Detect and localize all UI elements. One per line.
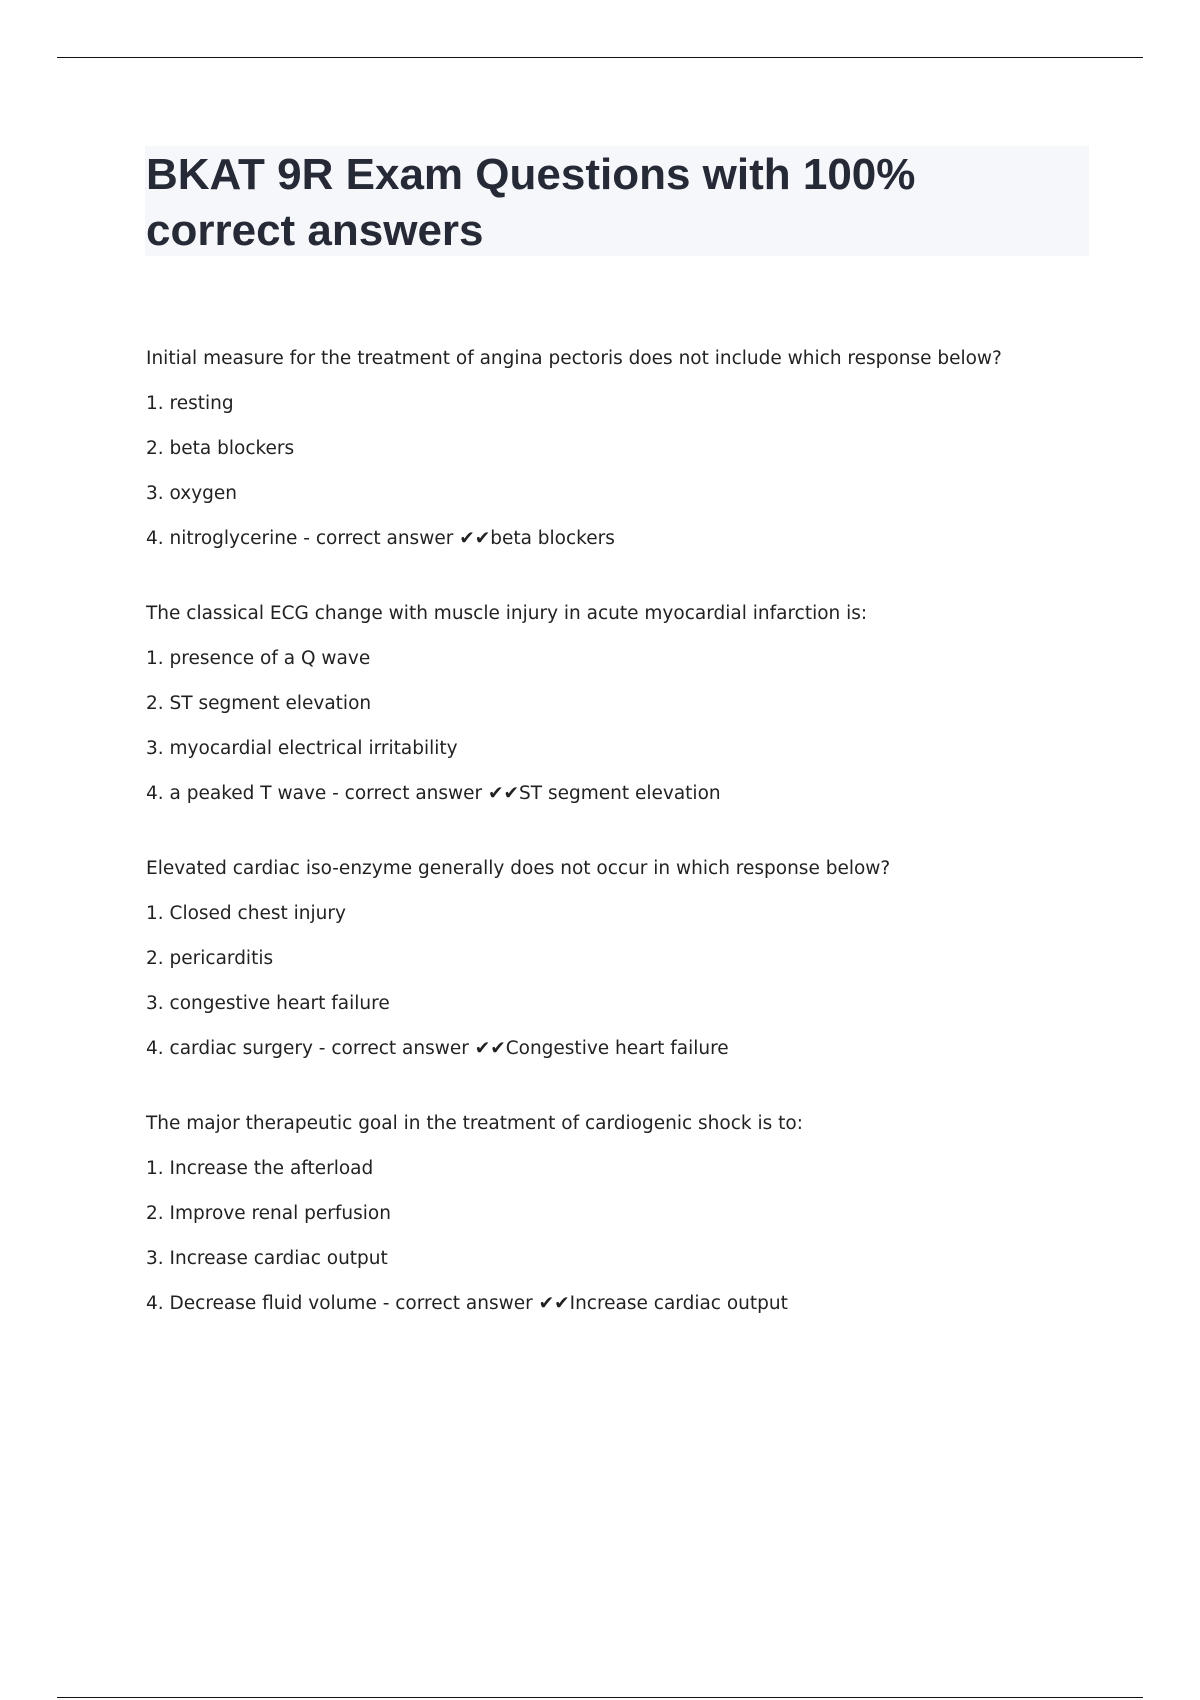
answer-option: 2. Improve renal perfusion	[146, 1203, 391, 1224]
top-rule	[57, 57, 1143, 58]
question-text: Elevated cardiac iso-enzyme generally does not occur in which response below?	[146, 858, 891, 879]
answer-option-with-correct-answer: 4. a peaked T wave - correct answer ✔✔ST segment elevation	[146, 783, 721, 804]
answer-option: 1. Increase the afterload	[146, 1158, 374, 1179]
answer-option: 1. resting	[146, 393, 234, 414]
answer-option: 2. beta blockers	[146, 438, 295, 459]
answer-option: 2. ST segment elevation	[146, 693, 372, 714]
question-list	[146, 346, 1106, 1366]
question-text: The classical ECG change with muscle injury in acute myocardial infarction is:	[146, 603, 868, 624]
question-text: Initial measure for the treatment of angina pectoris does not include which response below?	[146, 348, 1002, 369]
question-4	[146, 1111, 1106, 1317]
question-text: The major therapeutic goal in the treatment of cardiogenic shock is to:	[146, 1113, 803, 1134]
answer-option: 3. congestive heart failure	[146, 993, 390, 1014]
answer-option-with-correct-answer: 4. Decrease fluid volume - correct answer ✔✔Increase cardiac output	[146, 1293, 788, 1314]
answer-option-with-correct-answer: 4. cardiac surgery - correct answer ✔✔Congestive heart failure	[146, 1038, 729, 1059]
answer-option: 2. pericarditis	[146, 948, 274, 969]
question-1	[146, 346, 1106, 552]
answer-option: 3. oxygen	[146, 483, 238, 504]
question-3	[146, 856, 1106, 1062]
answer-option: 1. Closed chest injury	[146, 903, 346, 924]
answer-option: 3. Increase cardiac output	[146, 1248, 388, 1269]
bottom-rule	[57, 1697, 1143, 1698]
answer-option: 1. presence of a Q wave	[146, 648, 371, 669]
answer-option-with-correct-answer: 4. nitroglycerine - correct answer ✔✔beta blockers	[146, 528, 615, 549]
question-2	[146, 601, 1106, 807]
document-title: BKAT 9R Exam Questions with 100% correct answers	[146, 150, 916, 255]
answer-option: 3. myocardial electrical irritability	[146, 738, 458, 759]
